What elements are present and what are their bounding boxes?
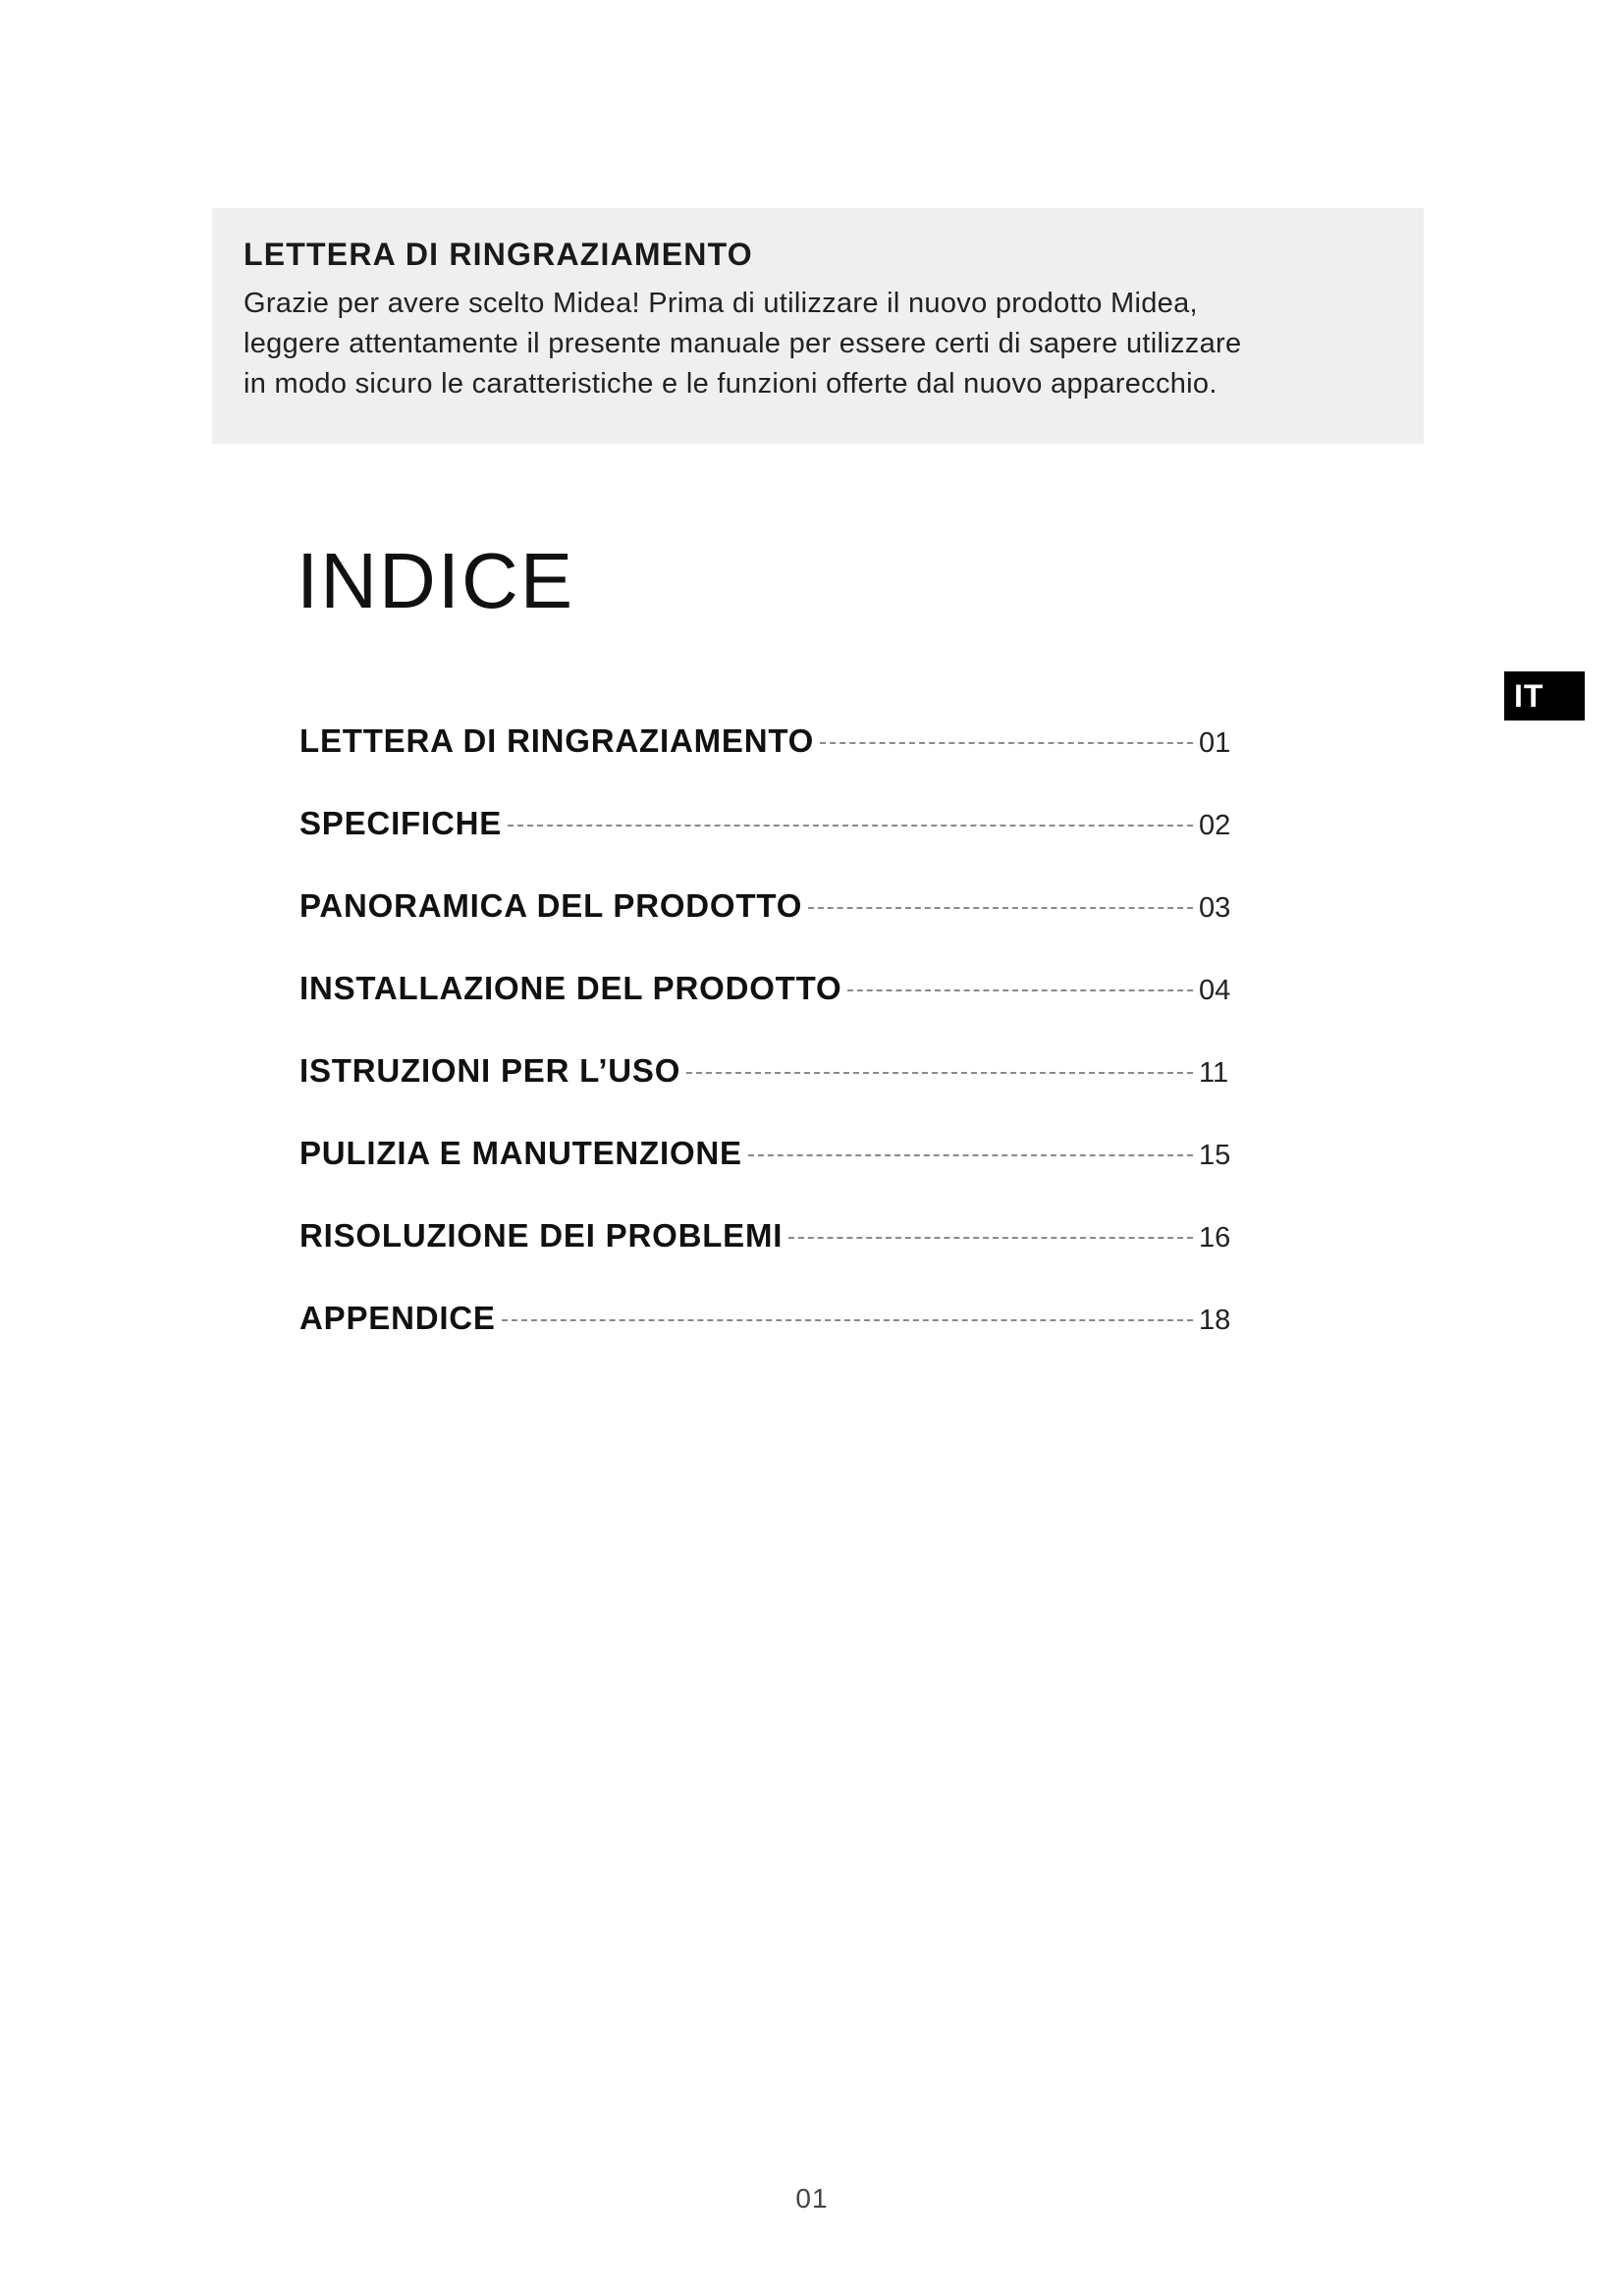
toc-dotted-leader <box>820 742 1193 744</box>
toc-entry-label: PANORAMICA DEL PRODOTTO <box>299 887 803 924</box>
thank-you-letter-line: in modo sicuro le caratteristiche e le funzioni offerte dal nuovo apparecchio. <box>244 368 1218 400</box>
thank-you-letter-box <box>212 208 1424 444</box>
toc-entry-product-overview[interactable] <box>299 887 1242 970</box>
toc-dotted-leader <box>748 1154 1193 1156</box>
toc-entry-label: SPECIFICHE <box>299 805 503 841</box>
toc-entry-page: 16 <box>1199 1222 1231 1254</box>
toc-entry-label: PULIZIA E MANUTENZIONE <box>299 1135 742 1171</box>
toc-entry-product-installation[interactable] <box>299 970 1242 1052</box>
index-title: INDICE <box>297 537 575 624</box>
toc-entry-page: 04 <box>1199 975 1231 1006</box>
thank-you-letter-line: leggere attentamente il presente manuale per essere certi di sapere utilizzare <box>244 328 1242 360</box>
table-of-contents <box>299 722 1242 1382</box>
toc-entry-page: 01 <box>1199 727 1231 759</box>
toc-dotted-leader <box>788 1237 1193 1239</box>
toc-entry-page: 18 <box>1199 1305 1231 1336</box>
toc-entry-cleaning-maintenance[interactable] <box>299 1135 1242 1217</box>
thank-you-letter-line: Grazie per avere scelto Midea! Prima di utilizzare il nuovo prodotto Midea, <box>244 288 1198 320</box>
language-tab: IT <box>1504 671 1585 721</box>
toc-dotted-leader <box>808 907 1193 909</box>
toc-entry-appendix[interactable] <box>299 1300 1242 1382</box>
toc-entry-page: 15 <box>1199 1140 1231 1171</box>
toc-entry-label: RISOLUZIONE DEI PROBLEMI <box>299 1217 784 1254</box>
toc-entry-specifications[interactable] <box>299 805 1242 887</box>
toc-entry-label: INSTALLAZIONE DEL PRODOTTO <box>299 970 842 1006</box>
toc-entry-page: 11 <box>1199 1057 1229 1089</box>
toc-dotted-leader <box>686 1072 1193 1074</box>
toc-entry-page: 02 <box>1199 810 1231 841</box>
toc-entry-label: ISTRUZIONI PER L’USO <box>299 1052 681 1089</box>
toc-entry-label: LETTERA DI RINGRAZIAMENTO <box>299 722 815 759</box>
thank-you-letter-body <box>244 284 1392 404</box>
toc-entry-usage-instructions[interactable] <box>299 1052 1242 1135</box>
toc-entry-page: 03 <box>1199 892 1231 924</box>
toc-entry-troubleshooting[interactable] <box>299 1217 1242 1300</box>
toc-dotted-leader <box>502 1319 1193 1321</box>
toc-entry-thanks-letter[interactable] <box>299 722 1242 805</box>
thank-you-letter-title: LETTERA DI RINGRAZIAMENTO <box>244 237 753 272</box>
toc-entry-label: APPENDICE <box>299 1300 496 1336</box>
toc-dotted-leader <box>508 825 1193 827</box>
page-number: 01 <box>795 2183 829 2214</box>
toc-dotted-leader <box>847 989 1193 991</box>
